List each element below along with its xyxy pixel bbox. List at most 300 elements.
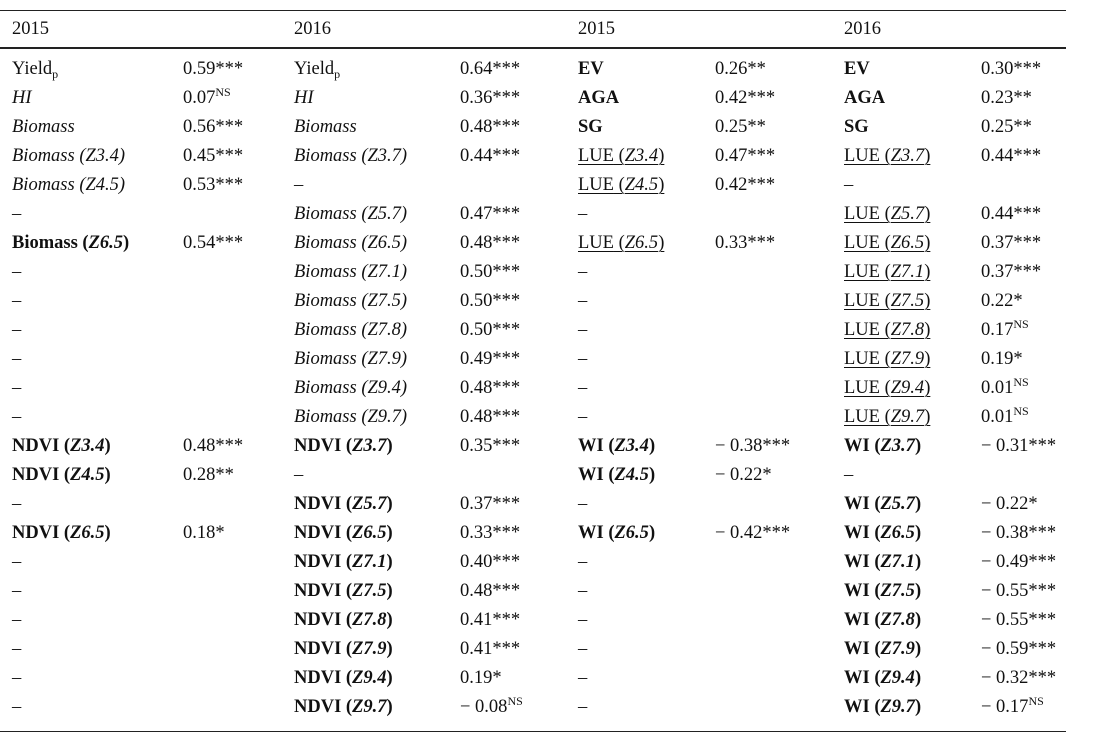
variable-label: LUE (Z7.5): [844, 291, 931, 311]
variable-cell: [294, 374, 460, 403]
variable-cell: [844, 635, 981, 664]
variable-name: NDVI: [12, 523, 60, 543]
variable-cell: [294, 113, 460, 142]
variable-cell: [294, 577, 460, 606]
variable-cell: [12, 345, 183, 374]
variable-cell: [12, 374, 183, 403]
correlation-value: [715, 548, 844, 577]
correlation-value: [981, 548, 1066, 577]
variable-name: NDVI: [294, 581, 342, 601]
growth-stage: Z6.5: [70, 523, 105, 543]
growth-stage: Z3.7: [890, 146, 925, 166]
correlation-value: [460, 258, 578, 287]
variable-label: AGA: [844, 88, 886, 108]
table-body: [12, 47, 1066, 722]
variable-label: WI (Z7.9): [844, 639, 922, 659]
variable-label: NDVI (Z7.1): [294, 552, 393, 572]
variable-label: –: [578, 494, 588, 514]
table-row: [12, 519, 1066, 548]
variable-label: –: [578, 668, 588, 688]
correlation-value: [460, 113, 578, 142]
coefficient: 0.48***: [460, 407, 521, 427]
variable-cell: [294, 635, 460, 664]
variable-cell: [578, 432, 715, 461]
coefficient: 0.45***: [183, 146, 244, 166]
variable-cell: [12, 287, 183, 316]
variable-label: –: [12, 320, 22, 340]
coefficient: − 0.17: [981, 697, 1029, 717]
variable-name: WI: [578, 436, 604, 456]
growth-stage: Z9.4: [880, 668, 915, 688]
correlation-value: [460, 606, 578, 635]
variable-label: NDVI (Z6.5): [12, 523, 111, 543]
variable-label: NDVI (Z5.7): [294, 494, 393, 514]
table-row: [12, 635, 1066, 664]
growth-stage: Z3.7: [880, 436, 915, 456]
significance-marker: NS: [1028, 694, 1044, 708]
growth-stage: Z3.4: [70, 436, 105, 456]
variable-label: Biomass (Z3.7): [294, 146, 408, 166]
growth-stage: Z7.8: [880, 610, 915, 630]
variable-name: LUE: [844, 233, 880, 253]
correlation-value: [183, 490, 294, 519]
growth-stage: Z6.5: [88, 233, 124, 253]
variable-cell: [844, 316, 981, 345]
variable-label: Biomass (Z3.4): [12, 146, 126, 166]
variable-label: NDVI (Z9.7): [294, 697, 393, 717]
variable-cell: [12, 490, 183, 519]
correlation-value: [460, 287, 578, 316]
coefficient: − 0.55***: [981, 581, 1057, 601]
variable-cell: [578, 664, 715, 693]
variable-cell: [294, 664, 460, 693]
correlation-value: [981, 200, 1066, 229]
coefficient: 0.37***: [981, 233, 1042, 253]
variable-label: Biomass (Z6.5): [12, 233, 130, 253]
variable-label: –: [294, 465, 304, 485]
variable-label: WI (Z6.5): [844, 523, 922, 543]
variable-label: Biomass (Z7.8): [294, 320, 408, 340]
coefficient: − 0.32***: [981, 668, 1057, 688]
variable-cell: [578, 316, 715, 345]
significance-marker: NS: [1013, 317, 1029, 331]
variable-label: –: [578, 581, 588, 601]
variable-cell: [294, 258, 460, 287]
variable-cell: [12, 84, 183, 113]
variable-label: –: [12, 610, 22, 630]
variable-name: LUE: [844, 349, 880, 369]
variable-cell: [294, 345, 460, 374]
table-row: [12, 84, 1066, 113]
variable-label: –: [578, 349, 588, 369]
variable-name: LUE: [578, 146, 614, 166]
variable-label: Biomass (Z7.1): [294, 262, 408, 282]
variable-label: –: [12, 204, 22, 224]
variable-cell: [294, 519, 460, 548]
variable-label: LUE (Z6.5): [578, 233, 665, 253]
table-row: [12, 403, 1066, 432]
variable-label: WI (Z3.4): [578, 436, 656, 456]
coefficient: 0.56***: [183, 117, 244, 137]
variable-cell: [578, 374, 715, 403]
variable-label: Biomass: [294, 117, 357, 137]
variable-name: LUE: [844, 320, 880, 340]
table-row: [12, 606, 1066, 635]
correlation-value: [460, 519, 578, 548]
header-year-2015-a: 2015: [12, 19, 49, 39]
variable-label: –: [12, 639, 22, 659]
variable-cell: [12, 316, 183, 345]
growth-stage: Z7.1: [890, 262, 925, 282]
correlation-value: [981, 519, 1066, 548]
correlation-value: [460, 461, 578, 490]
correlation-value: [981, 635, 1066, 664]
variable-cell: [578, 548, 715, 577]
correlation-value: [183, 84, 294, 113]
variable-cell: [578, 519, 715, 548]
coefficient: − 0.22*: [981, 494, 1038, 514]
variable-cell: [844, 47, 981, 84]
coefficient: 0.48***: [460, 233, 521, 253]
variable-label: Yield: [294, 59, 335, 79]
coefficient: 0.25**: [715, 117, 766, 137]
correlation-value: [460, 345, 578, 374]
table-row: [12, 374, 1066, 403]
growth-stage: Z5.7: [352, 494, 387, 514]
coefficient: 0.50***: [460, 320, 521, 340]
variable-name: NDVI: [294, 523, 342, 543]
significance-marker: NS: [215, 85, 231, 99]
coefficient: − 0.08: [460, 697, 508, 717]
variable-label: Biomass (Z7.5): [294, 291, 408, 311]
coefficient: 0.49***: [460, 349, 521, 369]
variable-label: HI: [294, 88, 314, 108]
correlation-value: [183, 287, 294, 316]
variable-cell: [294, 490, 460, 519]
coefficient: − 0.42***: [715, 523, 791, 543]
variable-cell: [294, 316, 460, 345]
coefficient: 0.50***: [460, 291, 521, 311]
coefficient: 0.40***: [460, 552, 521, 572]
coefficient: 0.50***: [460, 262, 521, 282]
correlation-value: [183, 229, 294, 258]
coefficient: 0.30***: [981, 59, 1042, 79]
coefficient: 0.41***: [460, 639, 521, 659]
variable-cell: [12, 229, 183, 258]
correlation-value: [460, 142, 578, 171]
variable-cell: [12, 258, 183, 287]
table-row: [12, 461, 1066, 490]
variable-label: NDVI (Z7.5): [294, 581, 393, 601]
correlation-value: [183, 200, 294, 229]
variable-label: NDVI (Z9.4): [294, 668, 393, 688]
growth-stage: Z3.4: [614, 436, 649, 456]
variable-cell: [294, 142, 460, 171]
variable-label: EV: [578, 59, 604, 79]
coefficient: 0.54***: [183, 233, 244, 253]
variable-label: LUE (Z5.7): [844, 204, 931, 224]
coefficient: 0.18*: [183, 523, 225, 543]
table-row: [12, 113, 1066, 142]
variable-label: –: [578, 378, 588, 398]
variable-label: LUE (Z9.7): [844, 407, 931, 427]
variable-cell: [844, 606, 981, 635]
variable-label: NDVI (Z3.7): [294, 436, 393, 456]
coefficient: 0.19*: [981, 349, 1023, 369]
coefficient: 0.19*: [460, 668, 502, 688]
growth-stage: Z6.5: [624, 233, 659, 253]
table-top-rule: [0, 10, 1066, 11]
correlation-value: [715, 461, 844, 490]
table-row: [12, 664, 1066, 693]
variable-cell: [578, 345, 715, 374]
variable-name: WI: [578, 523, 604, 543]
table-row: [12, 258, 1066, 287]
correlation-value: [460, 316, 578, 345]
variable-label: –: [12, 349, 22, 369]
variable-cell: [294, 47, 460, 84]
variable-cell: [578, 142, 715, 171]
variable-label: –: [294, 175, 304, 195]
variable-label: LUE (Z7.9): [844, 349, 931, 369]
variable-label: NDVI (Z7.8): [294, 610, 393, 630]
coefficient: 0.41***: [460, 610, 521, 630]
coefficient: 0.17: [981, 320, 1014, 340]
variable-cell: [844, 403, 981, 432]
growth-stage: Z4.5: [70, 465, 105, 485]
coefficient: 0.64***: [460, 59, 521, 79]
coefficient: 0.48***: [460, 117, 521, 137]
correlation-value: [183, 171, 294, 200]
variable-name: NDVI: [294, 494, 342, 514]
correlation-value: [460, 171, 578, 200]
correlation-value: [981, 693, 1066, 722]
correlation-value: [183, 577, 294, 606]
variable-cell: [844, 432, 981, 461]
coefficient: 0.47***: [715, 146, 776, 166]
variable-cell: [844, 519, 981, 548]
header-year-2016-a: 2016: [294, 19, 331, 39]
variable-label: LUE (Z3.4): [578, 146, 665, 166]
variable-label: –: [578, 697, 588, 717]
variable-cell: [12, 548, 183, 577]
variable-name: LUE: [578, 233, 614, 253]
variable-cell: [578, 84, 715, 113]
header-year-2016-b: 2016: [844, 19, 881, 39]
variable-cell: [294, 548, 460, 577]
table-row: [12, 287, 1066, 316]
correlation-value: [460, 47, 578, 84]
correlation-value: [981, 84, 1066, 113]
variable-cell: [12, 171, 183, 200]
variable-cell: [294, 403, 460, 432]
variable-label: SG: [578, 117, 603, 137]
correlation-value: [715, 577, 844, 606]
variable-label: WI (Z7.1): [844, 552, 922, 572]
correlation-value: [981, 142, 1066, 171]
correlation-value: [460, 200, 578, 229]
variable-cell: [12, 47, 183, 84]
variable-cell: [578, 229, 715, 258]
correlation-table: [12, 12, 1066, 722]
variable-label: EV: [844, 59, 870, 79]
correlation-value: [715, 519, 844, 548]
variable-cell: [844, 229, 981, 258]
correlation-value: [715, 374, 844, 403]
growth-stage: Z6.5: [880, 523, 915, 543]
variable-name: WI: [844, 610, 870, 630]
correlation-value: [183, 403, 294, 432]
correlation-value: [981, 577, 1066, 606]
table-row: [12, 142, 1066, 171]
growth-stage: Z6.5: [614, 523, 649, 543]
variable-name: WI: [844, 494, 870, 514]
correlation-value: [981, 345, 1066, 374]
correlation-value: [183, 47, 294, 84]
variable-label: NDVI (Z7.9): [294, 639, 393, 659]
correlation-value: [715, 142, 844, 171]
variable-cell: [12, 519, 183, 548]
growth-stage: Z7.5: [352, 581, 387, 601]
table-header-row: [12, 12, 1066, 47]
growth-stage: Z5.7: [880, 494, 915, 514]
variable-cell: [578, 490, 715, 519]
correlation-value: [183, 548, 294, 577]
variable-label: Biomass (Z9.4): [294, 378, 408, 398]
variable-name: NDVI: [12, 465, 60, 485]
variable-label: Yield: [12, 59, 53, 79]
correlation-value: [715, 229, 844, 258]
coefficient: 0.01: [981, 407, 1014, 427]
correlation-value: [981, 664, 1066, 693]
variable-label: LUE (Z4.5): [578, 175, 665, 195]
variable-label: –: [578, 262, 588, 282]
correlation-value: [183, 664, 294, 693]
variable-name: Biomass: [12, 233, 78, 253]
variable-label: –: [844, 175, 854, 195]
variable-label: WI (Z9.4): [844, 668, 922, 688]
variable-label: –: [12, 378, 22, 398]
correlation-value: [715, 200, 844, 229]
variable-label: Biomass (Z5.7): [294, 204, 408, 224]
table-row: [12, 47, 1066, 84]
growth-stage: Z6.5: [352, 523, 387, 543]
variable-cell: [844, 113, 981, 142]
variable-cell: [578, 47, 715, 84]
variable-label: –: [578, 610, 588, 630]
correlation-value: [981, 606, 1066, 635]
coefficient: 0.37***: [460, 494, 521, 514]
table-row: [12, 200, 1066, 229]
correlation-value: [981, 229, 1066, 258]
correlation-value: [981, 432, 1066, 461]
variable-cell: [578, 577, 715, 606]
correlation-value: [715, 316, 844, 345]
variable-cell: [578, 287, 715, 316]
correlation-value: [715, 403, 844, 432]
correlation-value: [183, 113, 294, 142]
correlation-value: [981, 374, 1066, 403]
coefficient: 0.53***: [183, 175, 244, 195]
correlation-value: [715, 606, 844, 635]
correlation-value: [183, 374, 294, 403]
variable-name: LUE: [844, 262, 880, 282]
variable-cell: [578, 113, 715, 142]
variable-label: NDVI (Z6.5): [294, 523, 393, 543]
variable-subscript: p: [52, 67, 59, 81]
variable-name: NDVI: [294, 697, 342, 717]
correlation-value: [981, 258, 1066, 287]
table-row: [12, 316, 1066, 345]
correlation-value: [460, 403, 578, 432]
variable-cell: [844, 374, 981, 403]
coefficient: 0.48***: [183, 436, 244, 456]
variable-cell: [12, 142, 183, 171]
variable-label: Biomass (Z6.5): [294, 233, 408, 253]
correlation-value: [460, 229, 578, 258]
variable-name: NDVI: [294, 668, 342, 688]
variable-label: –: [12, 668, 22, 688]
correlation-value: [981, 47, 1066, 84]
correlation-value: [715, 664, 844, 693]
correlation-value: [715, 432, 844, 461]
variable-label: –: [578, 639, 588, 659]
variable-cell: [844, 548, 981, 577]
variable-name: NDVI: [294, 436, 342, 456]
variable-name: LUE: [844, 378, 880, 398]
correlation-value: [715, 345, 844, 374]
growth-stage: Z7.9: [352, 639, 387, 659]
coefficient: 0.59***: [183, 59, 244, 79]
variable-label: –: [12, 407, 22, 427]
header-year-2015-b: 2015: [578, 19, 615, 39]
variable-cell: [12, 461, 183, 490]
growth-stage: Z7.8: [890, 320, 925, 340]
significance-marker: NS: [1013, 375, 1029, 389]
variable-label: –: [12, 552, 22, 572]
variable-cell: [294, 200, 460, 229]
correlation-value: [460, 84, 578, 113]
growth-stage: Z3.4: [624, 146, 659, 166]
correlation-value: [715, 287, 844, 316]
coefficient: 0.48***: [460, 378, 521, 398]
variable-cell: [12, 635, 183, 664]
coefficient: 0.01: [981, 378, 1014, 398]
coefficient: 0.33***: [715, 233, 776, 253]
variable-name: WI: [578, 465, 604, 485]
variable-label: AGA: [578, 88, 620, 108]
variable-label: –: [578, 407, 588, 427]
variable-label: WI (Z7.8): [844, 610, 922, 630]
correlation-value: [981, 316, 1066, 345]
variable-cell: [12, 693, 183, 722]
variable-label: Biomass (Z9.7): [294, 407, 408, 427]
growth-stage: Z7.5: [890, 291, 925, 311]
correlation-value: [460, 548, 578, 577]
correlation-value: [715, 47, 844, 84]
variable-name: WI: [844, 552, 870, 572]
growth-stage: Z7.1: [352, 552, 387, 572]
correlation-value: [981, 403, 1066, 432]
correlation-value: [715, 113, 844, 142]
variable-label: –: [12, 494, 22, 514]
variable-label: WI (Z7.5): [844, 581, 922, 601]
variable-name: LUE: [844, 204, 880, 224]
growth-stage: Z9.7: [352, 697, 387, 717]
variable-label: WI (Z6.5): [578, 523, 656, 543]
growth-stage: Z7.5: [880, 581, 915, 601]
variable-cell: [294, 171, 460, 200]
